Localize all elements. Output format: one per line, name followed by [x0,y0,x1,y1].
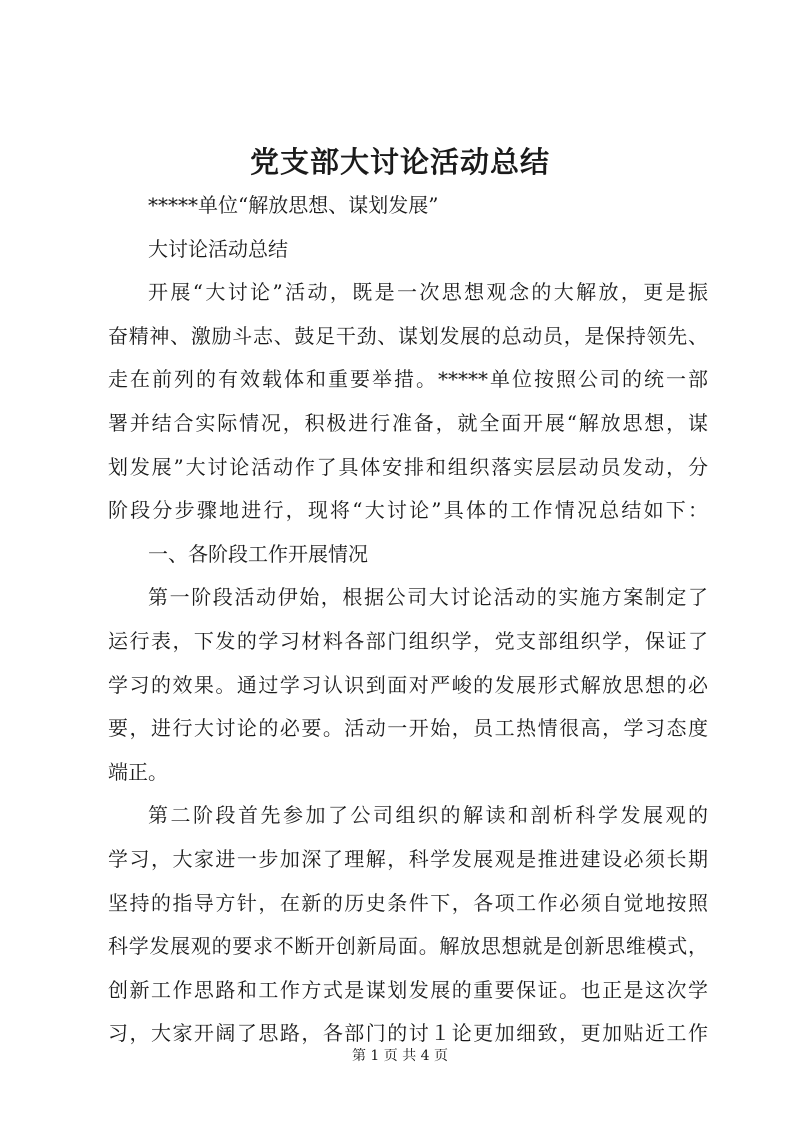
body-line: 要，进行大讨论的必要。活动一开始，员工热情很高，学习态度 [108,716,708,741]
section-heading: 一、各阶段工作开展情况 [148,541,368,566]
body-line: 第二阶段首先参加了公司组织的解读和剖析科学发展观的 [148,803,708,828]
body-line: 习，大家开阔了思路，各部门的讨１论更加细致，更加贴近工作 [108,1021,708,1046]
body-line: 划发展”大讨论活动作了具体安排和组织落实层层动员发动，分 [108,454,708,479]
body-line: 走在前列的有效载体和重要举措。*****单位按照公司的统一部 [108,367,708,392]
body-line: 阶段分步骤地进行，现将“大讨论”具体的工作情况总结如下： [108,498,708,523]
body-line: *****单位“解放思想、谋划发展” [148,193,439,217]
body-line: 奋精神、激励斗志、鼓足干劲、谋划发展的总动员，是保持领先、 [108,323,708,348]
body-line: 科学发展观的要求不断开创新局面。解放思想就是创新思维模式， [108,934,708,959]
page-number-footer: 第 1 页 共 4 页 [351,1048,449,1064]
document-title: 党支部大讨论活动总结 [249,145,550,179]
body-line: 端正。 [108,759,168,784]
body-line: 开展“大讨论”活动，既是一次思想观念的大解放，更是振 [148,280,708,305]
body-line: 署并结合实际情况，积极进行准备，就全面开展“解放思想，谋 [108,410,708,435]
body-line: 学习，大家进一步加深了理解，科学发展观是推进建设必须长期 [108,846,708,871]
body-line: 运行表，下发的学习材料各部门组织学，党支部组织学，保证了 [108,628,708,653]
body-line: 创新工作思路和工作方式是谋划发展的重要保证。也正是这次学 [108,977,708,1002]
body-line: 坚持的指导方针，在新的历史条件下，各项工作必须自觉地按照 [108,890,708,915]
document-body [108,184,708,1056]
body-line: 第一阶段活动伊始，根据公司大讨论活动的实施方案制定了 [148,585,708,610]
body-line: 大讨论活动总结 [148,236,288,261]
body-line: 学习的效果。通过学习认识到面对严峻的发展形式解放思想的必 [108,672,708,697]
